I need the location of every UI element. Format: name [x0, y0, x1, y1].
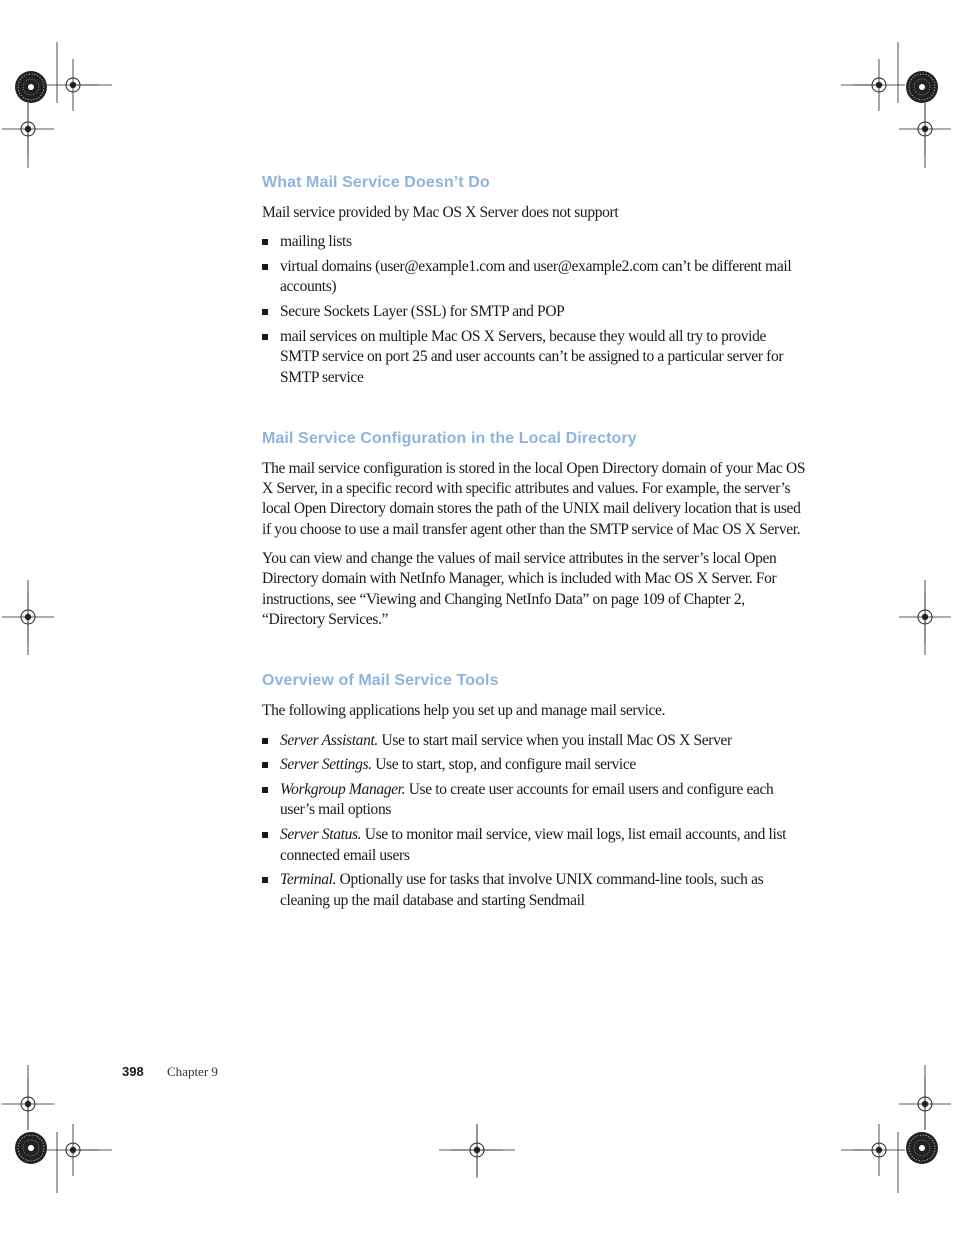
starburst-mark-icon — [906, 71, 938, 103]
square-bullet-icon — [262, 738, 268, 744]
square-bullet-icon — [262, 239, 268, 245]
tool-item — [262, 825, 807, 866]
tool-name: Server Assistant. — [280, 731, 378, 749]
square-bullet-icon — [262, 264, 268, 270]
list-item-text: mailing lists — [280, 233, 352, 251]
page-number: 398 — [122, 1064, 144, 1079]
starburst-mark-icon — [15, 71, 47, 103]
tool-item — [262, 780, 807, 821]
square-bullet-icon — [262, 762, 268, 768]
list-item — [262, 327, 807, 388]
square-bullet-icon — [262, 334, 268, 340]
tool-item — [262, 755, 807, 775]
list-item-text: Secure Sockets Layer (SSL) for SMTP and POP — [280, 303, 565, 321]
starburst-mark-icon — [15, 1132, 47, 1164]
tools-list — [262, 731, 807, 911]
page-content — [262, 172, 807, 915]
tool-description: Optionally use for tasks that involve UNIX command-line tools, such as cleaning up the mail database and starting Sendmail — [280, 871, 764, 909]
square-bullet-icon — [262, 877, 268, 883]
body-paragraph: You can view and change the values of mail service attributes in the server’s local Open Directory domain with NetInfo Manager, which is included with Mac OS X Server. For instructions, see “Viewing and Changing NetInfo Data” on page 109 of Chapter 2, “Directory Services.” — [262, 550, 777, 628]
list-item-text: mail services on multiple Mac OS X Servers, because they would all try to provide SMTP service on port 25 and user accounts can’t be assigned to a particular server for SMTP service — [280, 327, 784, 386]
section-overview-of-mail-service-tools — [262, 670, 807, 911]
square-bullet-icon — [262, 309, 268, 315]
tool-name: Terminal. — [280, 871, 337, 889]
section-mail-service-configuration — [262, 428, 807, 630]
list-item — [262, 232, 807, 252]
list-item — [262, 257, 807, 298]
section-intro: The following applications help you set up and manage mail service. — [262, 702, 666, 720]
tool-item — [262, 870, 807, 911]
tool-name: Workgroup Manager. — [280, 781, 406, 799]
square-bullet-icon — [262, 832, 268, 838]
section-heading: What Mail Service Doesn’t Do — [262, 174, 490, 191]
section-heading: Mail Service Configuration in the Local Directory — [262, 429, 637, 447]
section-heading: Overview of Mail Service Tools — [262, 672, 499, 690]
tool-description: Use to create user accounts for email users and configure each user’s mail options — [280, 781, 774, 819]
section-what-mail-service-doesnt-do — [262, 172, 807, 388]
list-item — [262, 302, 807, 322]
starburst-mark-icon — [906, 1132, 938, 1164]
list-item-text: virtual domains (user@example1.com and user@example2.com can’t be different mail accounts) — [280, 258, 792, 296]
tool-name: Server Settings. — [280, 756, 372, 774]
tool-item — [262, 731, 807, 751]
section-intro: Mail service provided by Mac OS X Server does not support — [262, 204, 619, 221]
tool-description: Use to start, stop, and configure mail service — [371, 756, 636, 774]
body-paragraph: The mail service configuration is stored in the local Open Directory domain of your Mac OS X Server, in a specific record with specific attributes and values. For example, the server’s local Open Directory domain stores the path of the UNIX mail delivery location that is used if you choose to use a mail transfer agent other than the SMTP service of Mac OS X Server. — [262, 459, 806, 538]
tool-description: Use to start mail service when you install Mac OS X Server — [377, 731, 732, 749]
square-bullet-icon — [262, 787, 268, 793]
chapter-label: Chapter 9 — [167, 1064, 218, 1079]
tool-description: Use to monitor mail service, view mail logs, list email accounts, and list connected email users — [280, 826, 787, 864]
bullet-list — [262, 232, 807, 388]
tool-name: Server Status. — [280, 826, 362, 844]
